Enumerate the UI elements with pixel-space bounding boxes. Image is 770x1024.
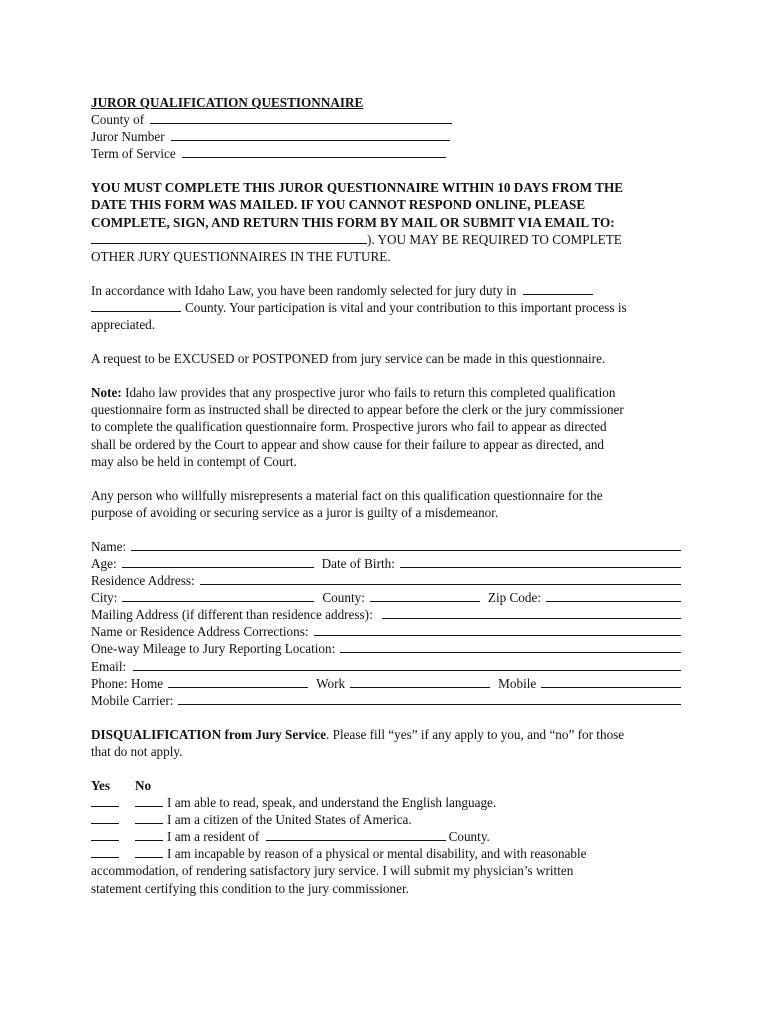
city-county-zip-row xyxy=(91,589,681,606)
email-address-blank[interactable] xyxy=(91,231,367,244)
resident-yes-blank[interactable] xyxy=(91,828,119,841)
notice-line-5: OTHER JURY QUESTIONNAIRES IN THE FUTURE. xyxy=(91,248,391,264)
intro-line-3: appreciated. xyxy=(91,317,156,333)
juror-number-label: Juror Number xyxy=(91,129,165,145)
citizen-yes-blank[interactable] xyxy=(91,811,119,824)
note-line-1 xyxy=(91,384,681,401)
disability-item-text: I am incapable by reason of a physical or mental disability, and with reasonable xyxy=(167,846,587,862)
misrep-line-1: Any person who willfully misrepresents a material fact on this qualification questionnaire for the xyxy=(91,487,603,503)
disq-item-resident xyxy=(91,828,681,845)
disability-line-3: statement certifying this condition to the jury commissioner. xyxy=(91,880,409,896)
intro-line-1 xyxy=(91,282,681,299)
county-of-field[interactable] xyxy=(150,111,452,124)
zip-label: Zip Code: xyxy=(487,590,542,606)
name-row xyxy=(91,538,681,555)
mailing-field[interactable] xyxy=(382,606,681,619)
form-title: JUROR QUALIFICATION QUESTIONNAIRE xyxy=(91,95,364,110)
residence-field[interactable] xyxy=(200,572,681,585)
notice-line-4 xyxy=(91,231,681,248)
no-column-label: No xyxy=(135,778,152,793)
phone-home-field[interactable] xyxy=(168,675,308,688)
county-of-label: County of xyxy=(91,112,145,128)
questionnaire-page xyxy=(91,94,681,897)
corrections-field[interactable] xyxy=(314,623,681,636)
jury-county-blank-1[interactable] xyxy=(523,282,593,295)
note-label: Note: xyxy=(91,385,122,401)
corrections-label: Name or Residence Address Corrections: xyxy=(91,624,309,640)
excuse-text: A request to be EXCUSED or POSTPONED from jury service can be made in this questionnaire. xyxy=(91,351,606,367)
note-line-1-text: Idaho law provides that any prospective juror who fails to return this completed qualification xyxy=(125,385,616,401)
note-line-2: questionnaire form as instructed shall be directed to appear before the clerk or the jury commissioner xyxy=(91,402,624,418)
note-line-5: may also be held in contempt of Court. xyxy=(91,453,297,469)
carrier-label: Mobile Carrier: xyxy=(91,692,174,708)
notice-line-4-text: ). YOU MAY BE REQUIRED TO COMPLETE xyxy=(367,231,622,247)
dob-label: Date of Birth: xyxy=(321,555,395,571)
citizen-no-blank[interactable] xyxy=(135,811,163,824)
disability-yes-blank[interactable] xyxy=(91,845,119,858)
zip-field[interactable] xyxy=(546,589,681,602)
carrier-row xyxy=(91,692,681,709)
email-field[interactable] xyxy=(133,658,681,671)
mailing-row xyxy=(91,606,681,623)
resident-no-blank[interactable] xyxy=(135,828,163,841)
phone-work-label: Work xyxy=(316,675,346,691)
phone-mobile-field[interactable] xyxy=(541,675,681,688)
notice-line-3: COMPLETE, SIGN, AND RETURN THIS FORM BY MAIL OR SUBMIT VIA EMAIL TO: xyxy=(91,214,615,230)
term-of-service-label: Term of Service xyxy=(91,146,176,162)
english-no-blank[interactable] xyxy=(135,794,163,807)
disqualification-intro-2: that do not apply. xyxy=(91,743,183,759)
residence-row xyxy=(91,572,681,589)
term-of-service-field[interactable] xyxy=(182,145,446,158)
english-yes-blank[interactable] xyxy=(91,794,119,807)
dob-field[interactable] xyxy=(400,555,681,568)
city-label: City: xyxy=(91,590,118,606)
county-field[interactable] xyxy=(370,589,480,602)
disqualification-heading: DISQUALIFICATION from Jury Service xyxy=(91,726,327,742)
phone-mobile-label: Mobile xyxy=(498,675,537,691)
resident-county-blank[interactable] xyxy=(266,828,446,841)
carrier-field[interactable] xyxy=(178,692,681,705)
mileage-field[interactable] xyxy=(340,640,681,653)
yes-no-header xyxy=(91,777,681,794)
disq-item-citizen xyxy=(91,811,681,828)
misrep-line-2: purpose of avoiding or securing service as a juror is guilty of a misdemeanor. xyxy=(91,504,499,520)
resident-item-text: I am a resident of xyxy=(167,829,260,845)
intro-line-2 xyxy=(91,299,681,316)
phone-home-label: Phone: Home xyxy=(91,675,164,691)
intro-line-2-text: County. Your participation is vital and your contribution to this important process is xyxy=(185,299,627,315)
age-field[interactable] xyxy=(122,555,314,568)
county-label: County: xyxy=(322,590,365,606)
name-field[interactable] xyxy=(131,538,681,551)
age-dob-row xyxy=(91,555,681,572)
disq-item-disability xyxy=(91,845,681,862)
mileage-label: One-way Mileage to Jury Reporting Location: xyxy=(91,641,336,657)
disqualification-intro-1 xyxy=(91,726,681,743)
city-field[interactable] xyxy=(122,589,314,602)
jury-county-blank-2[interactable] xyxy=(91,299,181,312)
name-label: Name: xyxy=(91,538,127,554)
citizen-item-text: I am a citizen of the United States of America. xyxy=(167,812,412,828)
intro-line-1-text: In accordance with Idaho Law, you have been randomly selected for jury duty in xyxy=(91,282,517,298)
term-of-service-row xyxy=(91,145,681,162)
notice-line-2: DATE THIS FORM WAS MAILED. IF YOU CANNOT RESPOND ONLINE, PLEASE xyxy=(91,197,586,213)
notice-line-1: YOU MUST COMPLETE THIS JUROR QUESTIONNAIRE WITHIN 10 DAYS FROM THE xyxy=(91,180,623,196)
email-row xyxy=(91,658,681,675)
residence-label: Residence Address: xyxy=(91,573,195,589)
phone-row xyxy=(91,675,681,692)
juror-number-row xyxy=(91,128,681,145)
email-label: Email: xyxy=(91,658,127,674)
mailing-label: Mailing Address (if different than residence address): xyxy=(91,607,373,623)
disability-no-blank[interactable] xyxy=(135,845,163,858)
juror-number-field[interactable] xyxy=(171,128,450,141)
note-line-3: to complete the qualification questionnaire form. Prospective jurors who fail to appear as directed xyxy=(91,419,607,435)
disability-line-2: accommodation, of rendering satisfactory jury service. I will submit my physician’s written xyxy=(91,863,574,879)
disqualification-text-1: . Please fill “yes” if any apply to you, and “no” for those xyxy=(326,726,625,742)
english-item-text: I am able to read, speak, and understand the English language. xyxy=(167,795,497,811)
mileage-row xyxy=(91,640,681,657)
phone-work-field[interactable] xyxy=(350,675,490,688)
age-label: Age: xyxy=(91,555,117,571)
note-line-4: shall be ordered by the Court to appear and show cause for their failure to appear as directed, and xyxy=(91,436,605,452)
county-of-row xyxy=(91,111,681,128)
resident-item-county-text: County. xyxy=(448,829,490,845)
disq-item-english xyxy=(91,794,681,811)
corrections-row xyxy=(91,623,681,640)
yes-column-label: Yes xyxy=(91,778,111,793)
